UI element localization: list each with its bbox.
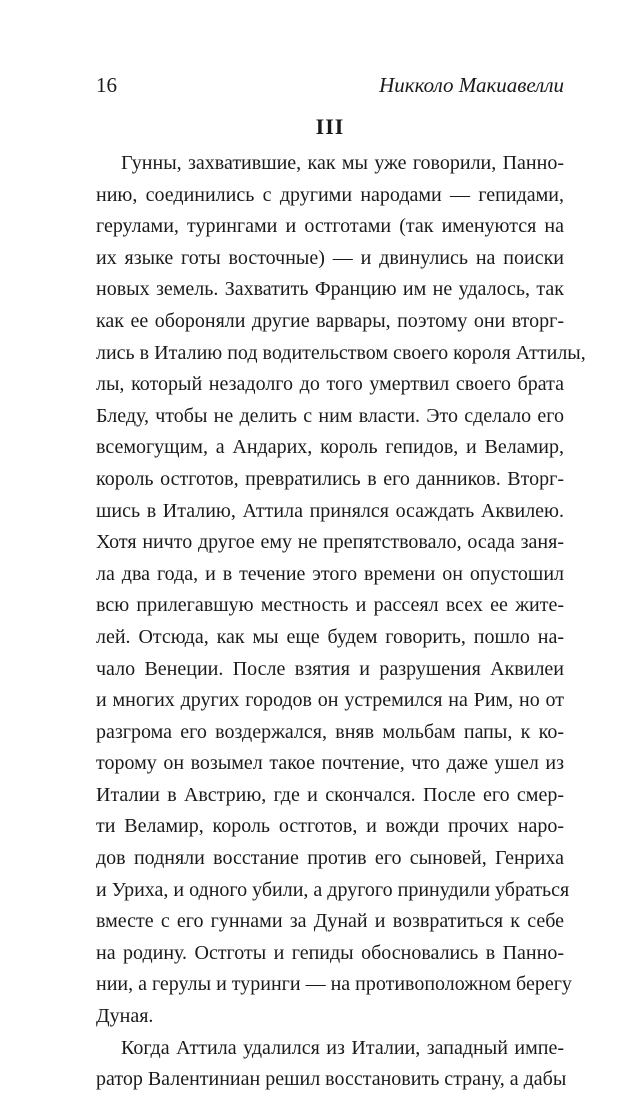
- text-line: лы, который незадолго до того умертвил своего брата: [96, 373, 564, 396]
- text-line: всю прилегавшую местность и рассеял всех ее жите-: [96, 594, 564, 617]
- text-line: чало Венеции. После взятия и разрушения Аквилеи: [96, 657, 564, 680]
- text-line: Дуная.: [96, 1005, 154, 1028]
- text-line: и Уриха, и одного убили, а другого принудили убраться: [96, 878, 570, 901]
- text-line: и многих других городов он устремился на Рим, но от: [96, 689, 564, 712]
- chapter-heading: III: [315, 114, 345, 139]
- running-title: Никколо Макиавелли: [379, 73, 564, 97]
- text-line: Бледу, чтобы не делить с ним власти. Это сделало его: [96, 404, 564, 427]
- text-line: на родину. Остготы и гепиды обосновались в Панно-: [96, 941, 564, 964]
- text-line: как ее обороняли другие варвары, поэтому они вторг-: [96, 309, 564, 332]
- body-text: [96, 148, 586, 1096]
- text-line: шись в Италию, Аттила принялся осаждать Аквилею.: [96, 499, 564, 522]
- text-line: ратор Валентиниан решил восстановить страну, а дабы: [96, 1068, 567, 1091]
- text-line: ти Веламир, король остготов, и вожди прочих наро-: [96, 815, 564, 838]
- text-line: всемогущим, а Андарих, король гепидов, и Веламир,: [96, 436, 564, 459]
- text-line: разгрома его воздержался, вняв мольбам папы, к ко-: [96, 720, 564, 743]
- text-line: лей. Отсюда, как мы еще будем говорить, пошло на-: [96, 625, 564, 648]
- text-line: лись в Италию под водительством своего короля Аттилы,: [96, 341, 586, 364]
- text-line: Когда Аттила удалился из Италии, западный импе-: [121, 1036, 564, 1059]
- text-line: Гунны, захватившие, как мы уже говорили, Панно-: [121, 152, 564, 174]
- text-line: ла два года, и в течение этого времени он опустошил: [96, 562, 564, 585]
- text-line: нии, а герулы и туринги — на противоположном берегу: [96, 973, 572, 996]
- text-line: нию, соединились с другими народами — гепидами,: [96, 183, 564, 206]
- text-line: вместе с его гуннами за Дунай и возвратиться к себе: [96, 910, 564, 933]
- page-number: 16: [96, 73, 117, 97]
- text-line: дов подняли восстание против его сыновей, Генриха: [96, 847, 564, 870]
- text-line: король остготов, превратились в его данников. Вторг-: [96, 467, 564, 490]
- running-head: [96, 72, 564, 98]
- text-line: Хотя ничто другое ему не препятствовало, осада заня-: [96, 531, 564, 554]
- text-line: новых земель. Захватить Францию им не удалось, так: [96, 278, 564, 301]
- text-line: герулами, турингами и остготами (так именуются на: [96, 215, 564, 238]
- text-line: Италии в Австрию, где и скончался. После его смер-: [96, 783, 564, 806]
- text-line: торому он возымел такое почтение, что даже ушел из: [96, 752, 564, 775]
- text-line: их языке готы восточные) — и двинулись на поиски: [96, 246, 564, 269]
